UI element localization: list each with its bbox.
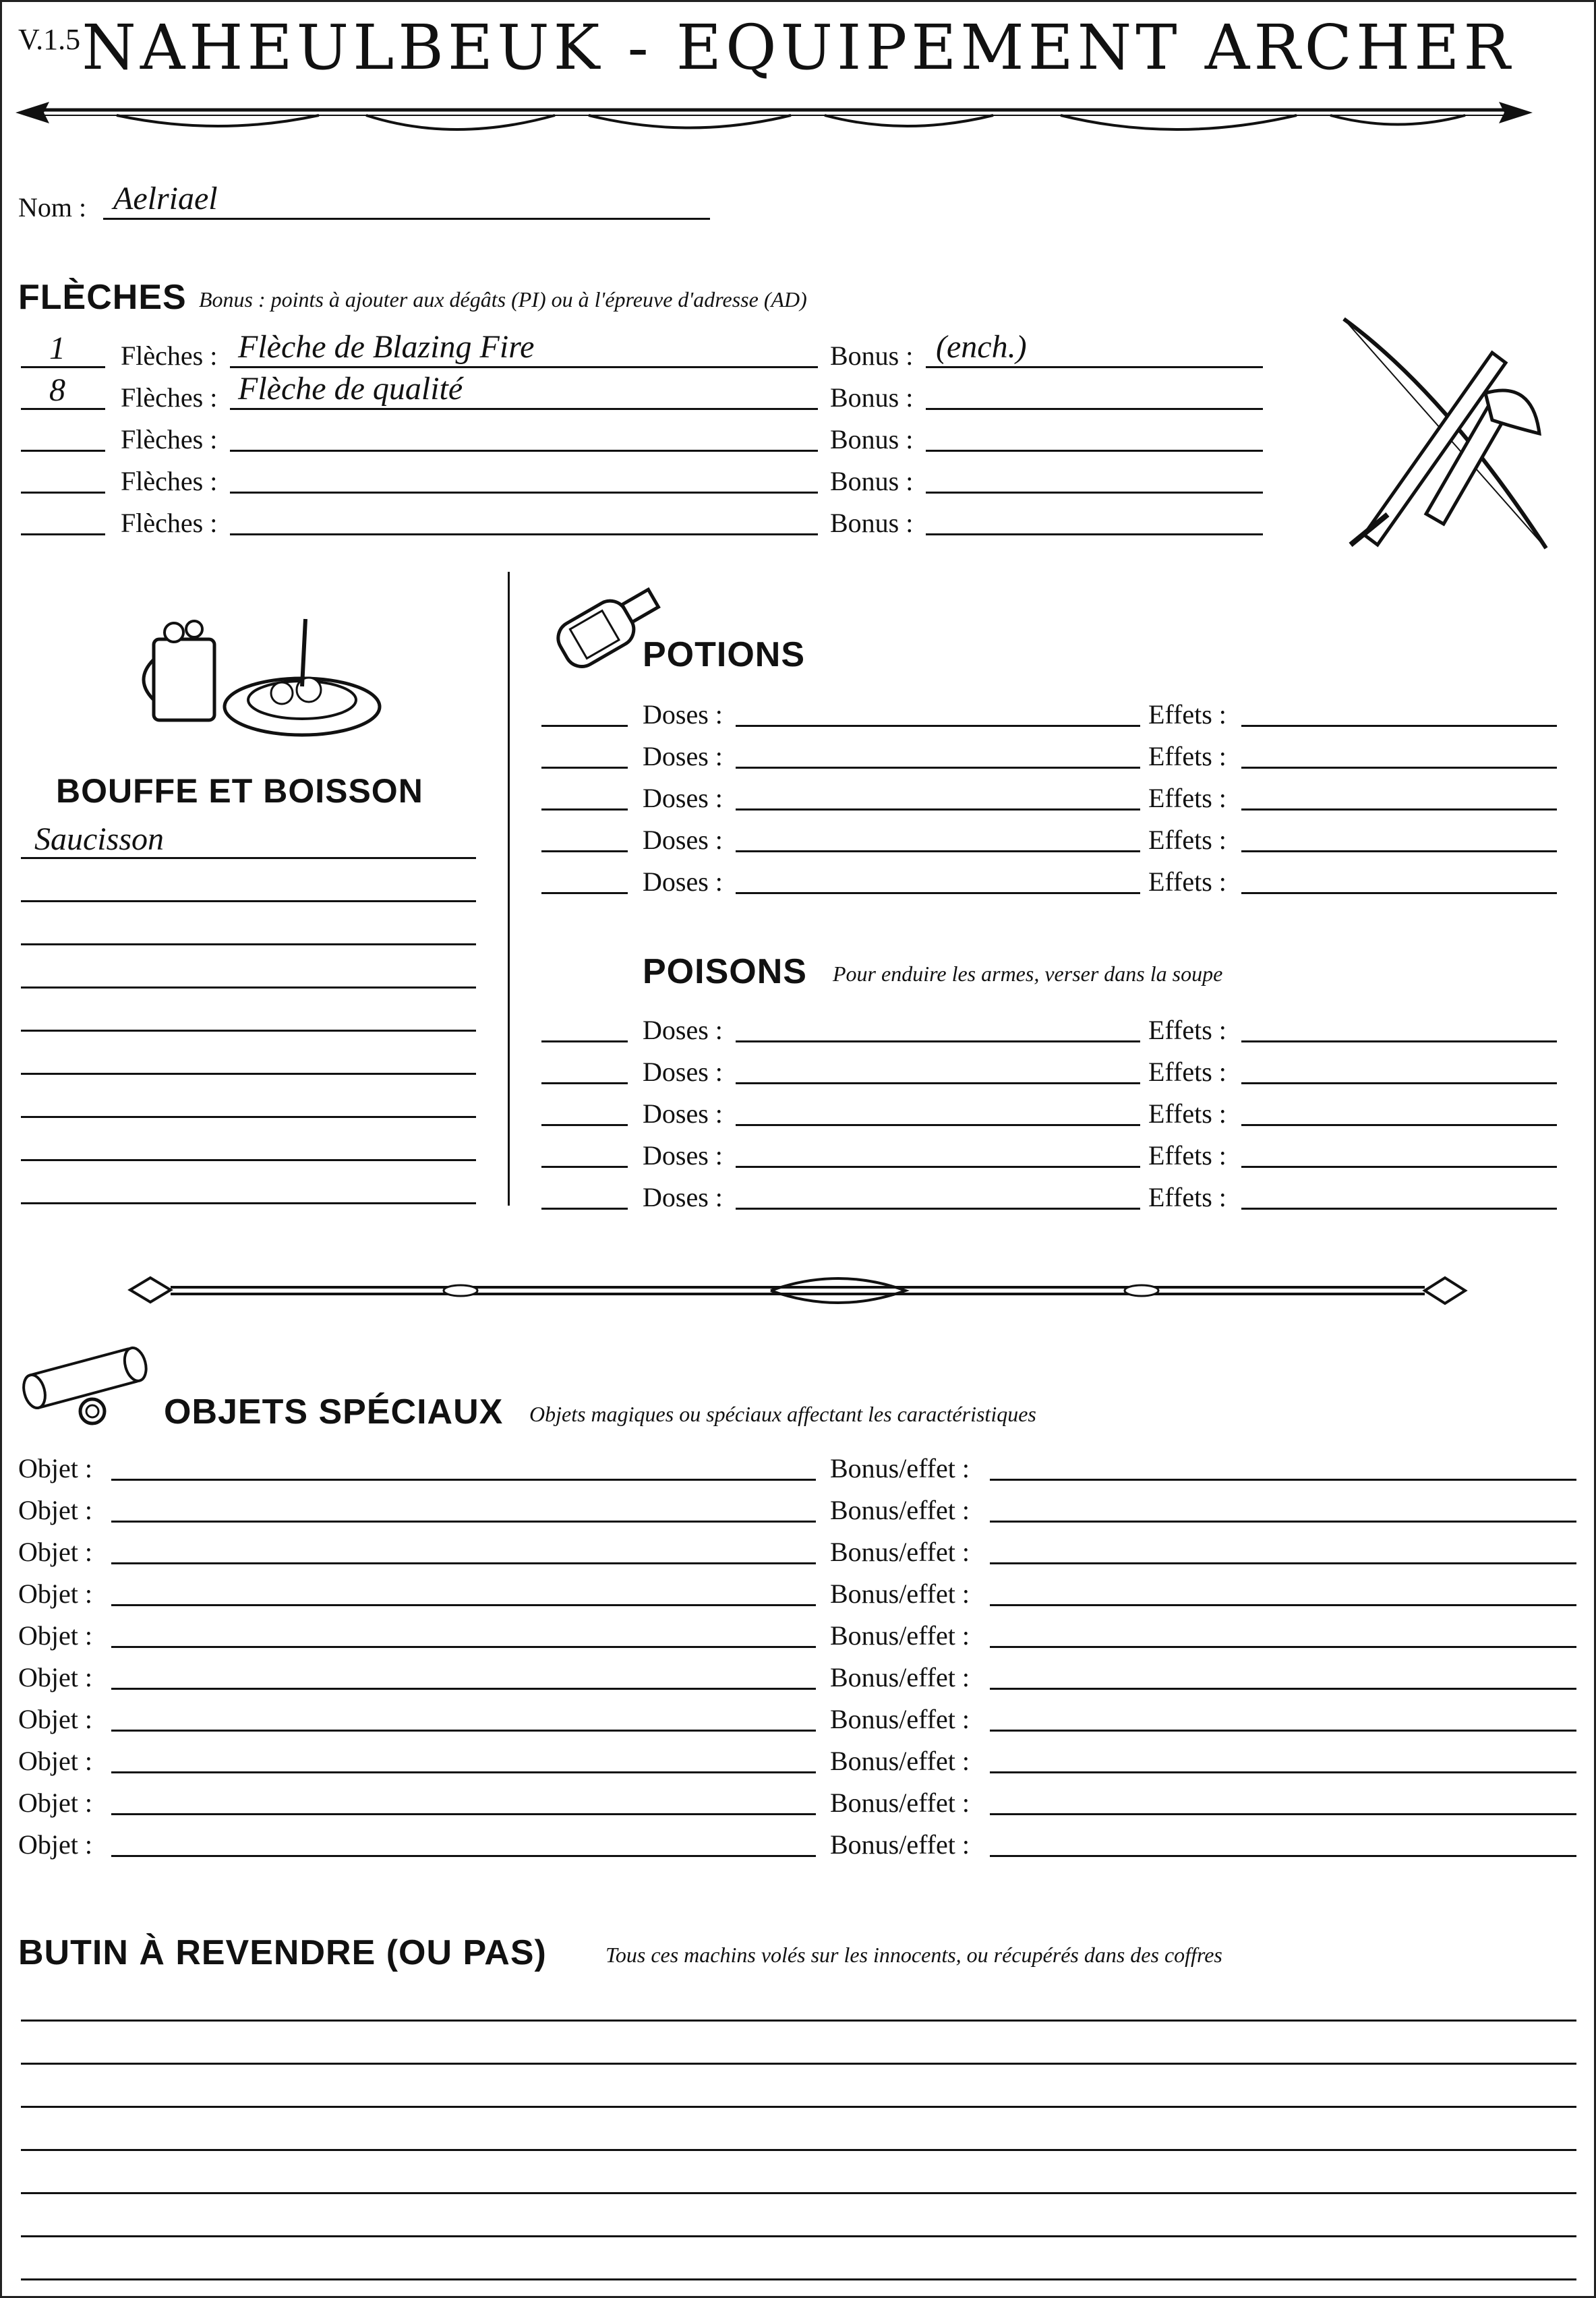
fleches-bonus-line — [926, 450, 1263, 452]
fleches-name-line — [230, 492, 818, 494]
bouffe-line — [21, 1073, 476, 1075]
objet-label: Objet : — [18, 1788, 92, 1818]
nom-value[interactable]: Aelriael — [113, 181, 218, 216]
potions-doses-line — [736, 808, 1140, 811]
butin-line — [21, 2063, 1576, 2065]
poisons-effets-line — [1241, 1166, 1557, 1168]
objet-bonus-label: Bonus/effet : — [830, 1495, 970, 1525]
fleches-name-line — [230, 366, 818, 368]
potions-doses-label: Doses : — [643, 741, 723, 771]
objet-label: Objet : — [18, 1579, 92, 1609]
fleches-qty-line — [21, 450, 105, 452]
objet-bonus-label: Bonus/effet : — [830, 1620, 970, 1651]
objet-bonus-line — [990, 1813, 1576, 1815]
potions-title: POTIONS — [643, 635, 806, 674]
objet-label: Objet : — [18, 1829, 92, 1860]
potions-doses-line — [736, 725, 1140, 727]
potions-effets-label: Effets : — [1148, 783, 1226, 813]
poisons-effets-label: Effets : — [1148, 1098, 1226, 1129]
fleches-bonus-label: Bonus : — [830, 508, 914, 538]
objet-bonus-label: Bonus/effet : — [830, 1788, 970, 1818]
objet-line — [111, 1855, 816, 1857]
potions-qty-line — [541, 808, 628, 811]
potions-effets-line — [1241, 892, 1557, 894]
poisons-doses-label: Doses : — [643, 1015, 723, 1045]
fleches-subtitle: Bonus : points à ajouter aux dégâts (PI) ou à l'épreuve d'adresse (AD) — [199, 287, 807, 312]
bouffe-line — [21, 1159, 476, 1161]
poisons-doses-label: Doses : — [643, 1057, 723, 1087]
bouffe-line — [21, 1116, 476, 1118]
fleches-bonus-line — [926, 492, 1263, 494]
potions-doses-line — [736, 850, 1140, 852]
fleches-bonus-line — [926, 533, 1263, 535]
potions-effets-label: Effets : — [1148, 866, 1226, 897]
objet-bonus-label: Bonus/effet : — [830, 1537, 970, 1567]
potions-effets-line — [1241, 850, 1557, 852]
staff-divider-icon — [130, 1263, 1465, 1317]
poisons-qty-line — [541, 1208, 628, 1210]
potions-doses-label: Doses : — [643, 783, 723, 813]
objet-bonus-line — [990, 1562, 1576, 1564]
fleches-bonus-label: Bonus : — [830, 424, 914, 454]
potions-qty-line — [541, 892, 628, 894]
fleches-bonus-label: Bonus : — [830, 382, 914, 413]
objet-label: Objet : — [18, 1620, 92, 1651]
fleches-name-line — [230, 408, 818, 410]
fleches-bonus[interactable]: (ench.) — [936, 329, 1027, 365]
poisons-effets-label: Effets : — [1148, 1140, 1226, 1171]
fleches-label: Flèches : — [121, 382, 218, 413]
scroll-and-ring-icon — [18, 1340, 160, 1428]
fleches-qty-line — [21, 533, 105, 535]
objet-bonus-line — [990, 1855, 1576, 1857]
butin-line — [21, 2192, 1576, 2194]
objet-bonus-label: Bonus/effet : — [830, 1453, 970, 1483]
potions-doses-label: Doses : — [643, 825, 723, 855]
bouffe-title: BOUFFE ET BOISSON — [56, 772, 423, 810]
objet-bonus-label: Bonus/effet : — [830, 1662, 970, 1692]
objet-bonus-label: Bonus/effet : — [830, 1579, 970, 1609]
potions-doses-label: Doses : — [643, 699, 723, 730]
poisons-title: POISONS — [643, 952, 807, 991]
poisons-effets-line — [1241, 1040, 1557, 1042]
objet-bonus-line — [990, 1771, 1576, 1773]
fleches-name-line — [230, 533, 818, 535]
poisons-doses-label: Doses : — [643, 1098, 723, 1129]
potions-qty-line — [541, 850, 628, 852]
butin-line — [21, 2106, 1576, 2108]
objet-line — [111, 1604, 816, 1606]
poisons-doses-label: Doses : — [643, 1140, 723, 1171]
butin-subtitle: Tous ces machins volés sur les innocents, ou récupérés dans des coffres — [605, 1943, 1222, 1967]
objet-line — [111, 1562, 816, 1564]
bouffe-item[interactable]: Saucisson — [34, 821, 164, 857]
poisons-doses-line — [736, 1040, 1140, 1042]
page-title: NAHEULBEUK - EQUIPEMENT ARCHER — [82, 11, 1514, 84]
objet-line — [111, 1521, 816, 1523]
poisons-qty-line — [541, 1124, 628, 1126]
poisons-doses-line — [736, 1166, 1140, 1168]
poisons-effets-line — [1241, 1082, 1557, 1084]
poisons-effets-label: Effets : — [1148, 1057, 1226, 1087]
potions-doses-line — [736, 767, 1140, 769]
objet-line — [111, 1688, 816, 1690]
objets-subtitle: Objets magiques ou spéciaux affectant les caractéristiques — [529, 1402, 1036, 1426]
bouffe-line — [21, 943, 476, 945]
objet-bonus-label: Bonus/effet : — [830, 1829, 970, 1860]
potions-effets-label: Effets : — [1148, 699, 1226, 730]
poisons-effets-label: Effets : — [1148, 1015, 1226, 1045]
fleches-qty-line — [21, 492, 105, 494]
fleches-label: Flèches : — [121, 466, 218, 496]
bouffe-line — [21, 1030, 476, 1032]
potions-qty-line — [541, 725, 628, 727]
objet-label: Objet : — [18, 1704, 92, 1734]
objet-label: Objet : — [18, 1495, 92, 1525]
fleches-label: Flèches : — [121, 508, 218, 538]
potions-doses-label: Doses : — [643, 866, 723, 897]
objet-line — [111, 1771, 816, 1773]
poisons-doses-line — [736, 1124, 1140, 1126]
potions-qty-line — [541, 767, 628, 769]
objet-bonus-label: Bonus/effet : — [830, 1746, 970, 1776]
food-and-drink-icon — [140, 606, 383, 740]
fleches-bonus-line — [926, 366, 1263, 368]
objet-label: Objet : — [18, 1537, 92, 1567]
fleches-name[interactable]: Flèche de qualité — [238, 371, 463, 407]
objet-label: Objet : — [18, 1662, 92, 1692]
objet-bonus-line — [990, 1688, 1576, 1690]
poisons-qty-line — [541, 1166, 628, 1168]
fleches-bonus-label: Bonus : — [830, 341, 914, 371]
potions-effets-label: Effets : — [1148, 741, 1226, 771]
poisons-doses-label: Doses : — [643, 1182, 723, 1212]
potions-effets-line — [1241, 725, 1557, 727]
poisons-qty-line — [541, 1040, 628, 1042]
objet-line — [111, 1479, 816, 1481]
bouffe-line — [21, 986, 476, 989]
objet-bonus-line — [990, 1479, 1576, 1481]
poisons-doses-line — [736, 1208, 1140, 1210]
objet-bonus-line — [990, 1646, 1576, 1648]
potions-effets-label: Effets : — [1148, 825, 1226, 855]
bouffe-line — [21, 900, 476, 902]
butin-line — [21, 2020, 1576, 2022]
poisons-effets-line — [1241, 1124, 1557, 1126]
fleches-qty-line — [21, 366, 105, 368]
fleches-name[interactable]: Flèche de Blazing Fire — [238, 329, 535, 365]
objet-line — [111, 1730, 816, 1732]
objet-label: Objet : — [18, 1453, 92, 1483]
fleches-title: FLÈCHES — [18, 278, 187, 317]
version-label: V.1.5 — [18, 23, 81, 56]
fleches-name-line — [230, 450, 818, 452]
objet-bonus-line — [990, 1604, 1576, 1606]
objet-bonus-line — [990, 1730, 1576, 1732]
objet-line — [111, 1646, 816, 1648]
arrow-divider-icon — [16, 90, 1533, 150]
butin-line — [21, 2149, 1576, 2151]
fleches-label: Flèches : — [121, 341, 218, 371]
bouffe-line — [21, 1202, 476, 1204]
butin-line — [21, 2235, 1576, 2237]
poisons-effets-label: Effets : — [1148, 1182, 1226, 1212]
potions-effets-line — [1241, 808, 1557, 811]
nom-line — [103, 218, 710, 220]
objet-bonus-line — [990, 1521, 1576, 1523]
butin-title: BUTIN À REVENDRE (OU PAS) — [18, 1933, 547, 1972]
bouffe-line — [21, 857, 476, 859]
fleches-bonus-label: Bonus : — [830, 466, 914, 496]
potions-effets-line — [1241, 767, 1557, 769]
fleches-bonus-line — [926, 408, 1263, 410]
crossed-weapons-icon — [1324, 312, 1566, 555]
poisons-doses-line — [736, 1082, 1140, 1084]
poisons-effets-line — [1241, 1208, 1557, 1210]
column-divider — [508, 572, 510, 1206]
fleches-qty[interactable]: 8 — [49, 372, 65, 408]
potions-doses-line — [736, 892, 1140, 894]
poisons-subtitle: Pour enduire les armes, verser dans la soupe — [833, 962, 1223, 986]
fleches-qty-line — [21, 408, 105, 410]
fleches-qty[interactable]: 1 — [49, 330, 65, 366]
objet-label: Objet : — [18, 1746, 92, 1776]
objet-bonus-label: Bonus/effet : — [830, 1704, 970, 1734]
objet-line — [111, 1813, 816, 1815]
poisons-qty-line — [541, 1082, 628, 1084]
butin-line — [21, 2278, 1576, 2280]
objets-title: OBJETS SPÉCIAUX — [164, 1392, 504, 1432]
fleches-label: Flèches : — [121, 424, 218, 454]
nom-label: Nom : — [18, 192, 87, 223]
